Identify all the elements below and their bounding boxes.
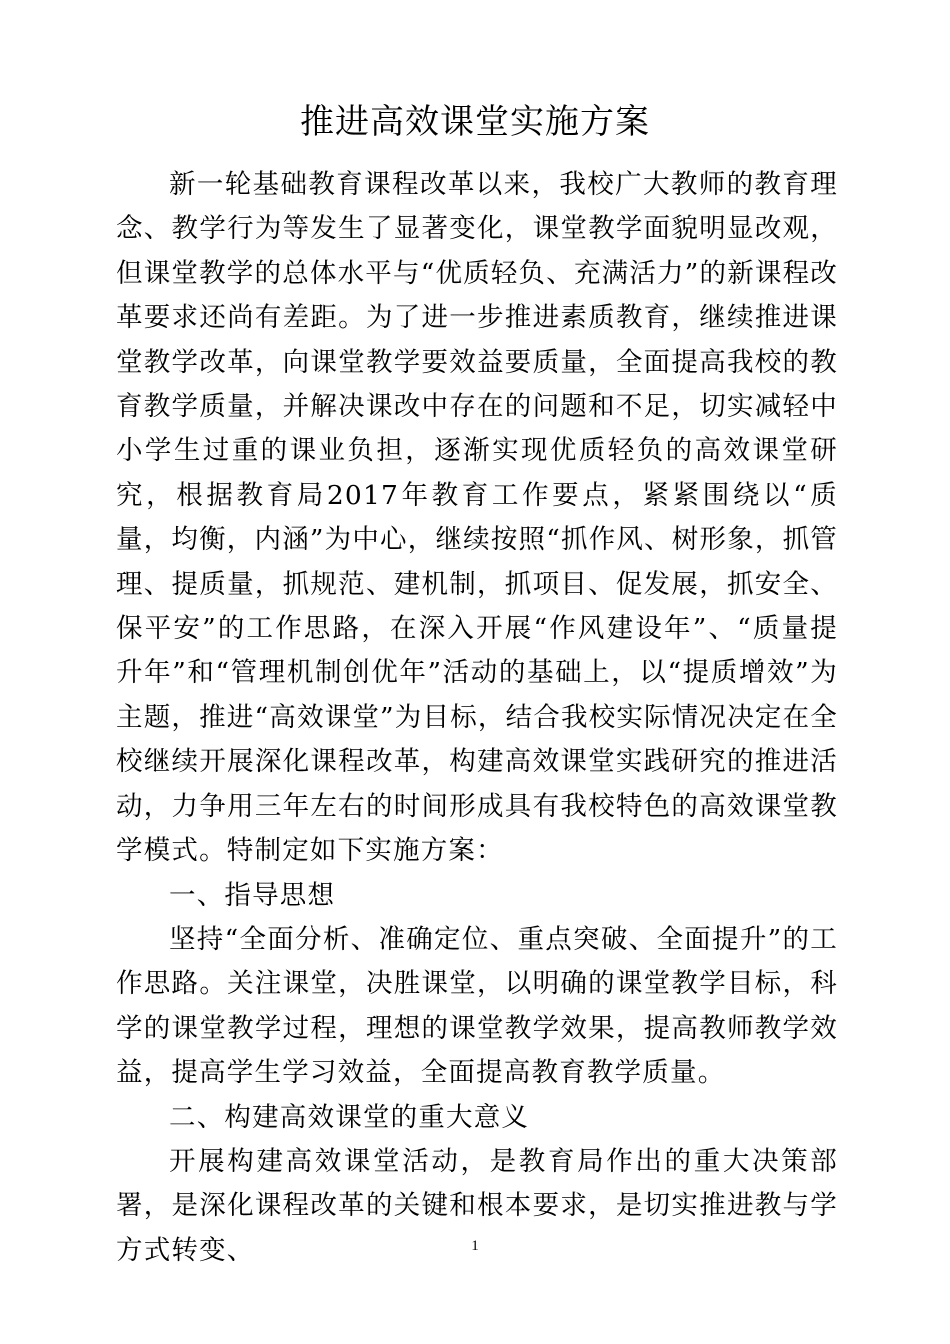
document-title: 推进高效课堂实施方案 [300,102,650,142]
page-number: 1 [471,1238,479,1254]
section-heading-guiding-ideology: 一、指导思想 [169,879,336,911]
section-heading-significance: 二、构建高效课堂的重大意义 [169,1101,530,1133]
document-body [116,163,838,1273]
significance-paragraph: 开展构建高效课堂活动，是教育局作出的重大决策部署，是深化课程改革的关键和根本要求，是切实推进教与学方式转变、 [116,1145,838,1266]
intro-paragraph: 新一轮基础教育课程改革以来，我校广大教师的教育理念、教学行为等发生了显著变化，课堂教学面貌明显改观，但课堂教学的总体水平与“优质轻负、充满活力”的新课程改革要求还尚有差距。为了进一步推进素质教育，继续推进课堂教学改革，向课堂教学要效益要质量，全面提高我校的教育教学质量，并解决课改中存在的问题和不足，切实减轻中小学生过重的课业负担，逐渐实现优质轻负的高效课堂研究，根据教育局2017年教育工作要点，紧紧围绕以“质量，均衡，内涵”为中心，继续按照“抓作风、树形象，抓管理、提质量，抓规范、建机制，抓项目、促发展，抓安全、保平安”的工作思路，在深入开展“作风建设年”、“质量提升年”和“管理机制创优年”活动的基础上，以“提质增效”为主题，推进“高效课堂”为目标，结合我校实际情况决定在全校继续开展深化课程改革，构建高效课堂实践研究的推进活动，力争用三年左右的时间形成具有我校特色的高效课堂教学模式。特制定如下实施方案： [116,169,838,867]
guiding-ideology-paragraph: 坚持“全面分析、准确定位、重点突破、全面提升”的工作思路。关注课堂，决胜课堂，以明确的课堂教学目标，科学的课堂教学过程，理想的课堂教学效果，提高教师教学效益，提高学生学习效益，全面提高教育教学质量。 [116,923,838,1089]
